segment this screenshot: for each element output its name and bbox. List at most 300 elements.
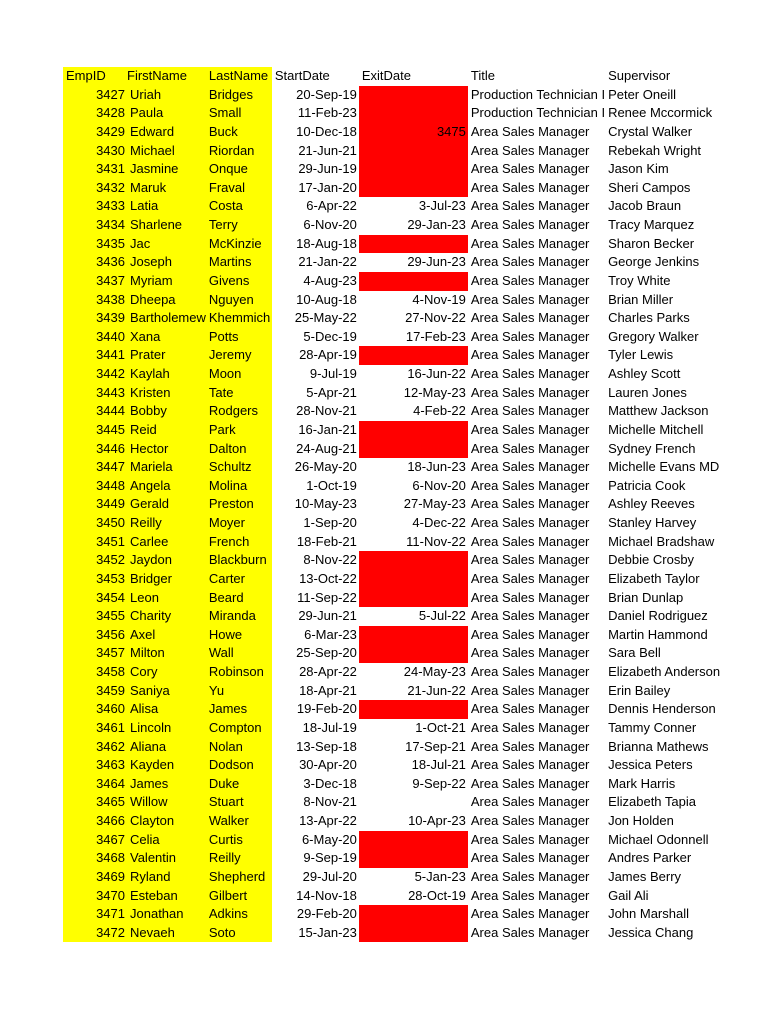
- header-firstname[interactable]: FirstName: [127, 67, 206, 86]
- cell-startdate[interactable]: 18-Aug-18: [296, 235, 357, 251]
- cell-exitdate[interactable]: 12-May-23: [403, 384, 466, 400]
- cell-lastname[interactable]: Beard: [206, 589, 272, 608]
- cell-startdate[interactable]: 26-May-20: [294, 459, 357, 475]
- cell-startdate[interactable]: 18-Feb-21: [296, 533, 357, 549]
- cell-title[interactable]: Area Sales Manager: [470, 123, 590, 139]
- cell-empid[interactable]: 3450: [63, 514, 127, 533]
- cell-empid[interactable]: 3463: [63, 756, 127, 775]
- cell-title[interactable]: Production Technician I: [470, 105, 606, 121]
- cell-firstname[interactable]: Paula: [127, 104, 206, 123]
- header-title[interactable]: Title: [470, 68, 495, 83]
- cell-firstname[interactable]: James: [127, 775, 206, 794]
- cell-title[interactable]: Area Sales Manager: [470, 533, 590, 549]
- cell-lastname[interactable]: Small: [206, 104, 272, 123]
- cell-startdate[interactable]: 13-Sep-18: [296, 738, 357, 754]
- cell-empid[interactable]: 3442: [63, 365, 127, 384]
- cell-lastname[interactable]: Schultz: [206, 458, 272, 477]
- header-supervisor[interactable]: Supervisor: [608, 68, 671, 83]
- cell-exitdate[interactable]: [359, 272, 468, 291]
- cell-lastname[interactable]: Stuart: [206, 793, 272, 812]
- cell-exitdate[interactable]: 18-Jun-23: [407, 459, 466, 475]
- cell-firstname[interactable]: Xana: [127, 328, 206, 347]
- cell-startdate[interactable]: 8-Nov-21: [303, 794, 357, 810]
- cell-lastname[interactable]: Givens: [206, 272, 272, 291]
- cell-firstname[interactable]: Esteban: [127, 887, 206, 906]
- cell-firstname[interactable]: Leon: [127, 589, 206, 608]
- cell-empid[interactable]: 3452: [63, 551, 127, 570]
- cell-firstname[interactable]: Sharlene: [127, 216, 206, 235]
- cell-title[interactable]: Area Sales Manager: [470, 328, 590, 344]
- cell-firstname[interactable]: Jasmine: [127, 160, 206, 179]
- cell-exitdate[interactable]: [359, 849, 468, 868]
- cell-lastname[interactable]: Rodgers: [206, 402, 272, 421]
- cell-title[interactable]: Area Sales Manager: [470, 794, 590, 810]
- cell-supervisor[interactable]: Daniel Rodriguez: [608, 608, 708, 624]
- cell-supervisor[interactable]: Ashley Reeves: [608, 496, 695, 512]
- cell-empid[interactable]: 3461: [63, 719, 127, 738]
- cell-empid[interactable]: 3433: [63, 197, 127, 216]
- cell-exitdate[interactable]: [359, 626, 468, 645]
- cell-firstname[interactable]: Cory: [127, 663, 206, 682]
- cell-empid[interactable]: 3451: [63, 533, 127, 552]
- cell-supervisor[interactable]: Erin Bailey: [608, 682, 671, 698]
- cell-title[interactable]: Area Sales Manager: [470, 272, 590, 288]
- cell-empid[interactable]: 3443: [63, 384, 127, 403]
- cell-supervisor[interactable]: Mark Harris: [608, 775, 676, 791]
- cell-title[interactable]: Area Sales Manager: [470, 757, 590, 773]
- cell-lastname[interactable]: Onque: [206, 160, 272, 179]
- cell-firstname[interactable]: Axel: [127, 626, 206, 645]
- cell-exitdate[interactable]: 29-Jun-23: [407, 254, 466, 270]
- cell-title[interactable]: Area Sales Manager: [470, 701, 590, 717]
- cell-exitdate[interactable]: 27-May-23: [403, 496, 466, 512]
- cell-title[interactable]: Area Sales Manager: [470, 477, 590, 493]
- cell-empid[interactable]: 3448: [63, 477, 127, 496]
- cell-startdate[interactable]: 14-Nov-18: [296, 887, 357, 903]
- cell-firstname[interactable]: Lincoln: [127, 719, 206, 738]
- cell-exitdate[interactable]: 27-Nov-22: [405, 310, 466, 326]
- cell-empid[interactable]: 3440: [63, 328, 127, 347]
- cell-empid[interactable]: 3467: [63, 831, 127, 850]
- cell-exitdate[interactable]: 17-Sep-21: [405, 738, 466, 754]
- cell-exitdate[interactable]: 3-Jul-23: [418, 198, 466, 214]
- cell-supervisor[interactable]: Elizabeth Taylor: [608, 570, 700, 586]
- cell-exitdate[interactable]: [359, 235, 468, 254]
- cell-startdate[interactable]: 20-Sep-19: [296, 86, 357, 102]
- cell-lastname[interactable]: Khemmich: [206, 309, 272, 328]
- cell-title[interactable]: Area Sales Manager: [470, 440, 590, 456]
- cell-supervisor[interactable]: Troy White: [608, 272, 671, 288]
- cell-empid[interactable]: 3468: [63, 849, 127, 868]
- cell-title[interactable]: Area Sales Manager: [470, 589, 590, 605]
- cell-lastname[interactable]: French: [206, 533, 272, 552]
- cell-exitdate[interactable]: 4-Feb-22: [413, 403, 466, 419]
- cell-startdate[interactable]: 5-Apr-21: [306, 384, 357, 400]
- cell-empid[interactable]: 3472: [63, 924, 127, 943]
- cell-startdate[interactable]: 9-Jul-19: [309, 366, 357, 381]
- cell-exitdate[interactable]: [359, 421, 468, 440]
- cell-empid[interactable]: 3445: [63, 421, 127, 440]
- cell-lastname[interactable]: Yu: [206, 682, 272, 701]
- cell-lastname[interactable]: Duke: [206, 775, 272, 794]
- cell-lastname[interactable]: James: [206, 700, 272, 719]
- cell-title[interactable]: Area Sales Manager: [470, 831, 590, 847]
- cell-title[interactable]: Area Sales Manager: [470, 142, 590, 158]
- cell-firstname[interactable]: Carlee: [127, 533, 206, 552]
- cell-empid[interactable]: 3456: [63, 626, 127, 645]
- cell-supervisor[interactable]: James Berry: [608, 868, 682, 884]
- cell-lastname[interactable]: Compton: [206, 719, 272, 738]
- header-empid[interactable]: EmpID: [63, 67, 127, 86]
- cell-firstname[interactable]: Saniya: [127, 682, 206, 701]
- cell-exitdate[interactable]: 21-Jun-22: [407, 682, 466, 698]
- cell-supervisor[interactable]: Jon Holden: [608, 813, 674, 828]
- cell-firstname[interactable]: Kaylah: [127, 365, 206, 384]
- cell-supervisor[interactable]: Brian Miller: [608, 291, 674, 307]
- cell-title[interactable]: Area Sales Manager: [470, 254, 590, 270]
- cell-supervisor[interactable]: Sydney French: [608, 440, 696, 456]
- cell-firstname[interactable]: Ryland: [127, 868, 206, 887]
- cell-lastname[interactable]: Carter: [206, 570, 272, 589]
- cell-firstname[interactable]: Jonathan: [127, 905, 206, 924]
- cell-startdate[interactable]: 16-Jan-21: [298, 421, 357, 437]
- cell-supervisor[interactable]: Jessica Chang: [608, 924, 694, 940]
- cell-startdate[interactable]: 6-May-20: [301, 831, 357, 847]
- cell-empid[interactable]: 3437: [63, 272, 127, 291]
- cell-supervisor[interactable]: Jason Kim: [608, 161, 669, 177]
- cell-startdate[interactable]: 6-Apr-22: [306, 198, 357, 214]
- cell-empid[interactable]: 3447: [63, 458, 127, 477]
- cell-supervisor[interactable]: Sheri Campos: [608, 179, 691, 195]
- cell-empid[interactable]: 3455: [63, 607, 127, 626]
- cell-lastname[interactable]: Dalton: [206, 440, 272, 459]
- cell-supervisor[interactable]: Jacob Braun: [608, 198, 682, 214]
- cell-firstname[interactable]: Reilly: [127, 514, 206, 533]
- cell-empid[interactable]: 3471: [63, 905, 127, 924]
- cell-exitdate[interactable]: 5-Jul-22: [418, 608, 466, 624]
- cell-supervisor[interactable]: Debbie Crosby: [608, 552, 695, 568]
- cell-exitdate[interactable]: [359, 104, 468, 123]
- cell-exitdate[interactable]: 10-Apr-23: [408, 813, 466, 828]
- cell-lastname[interactable]: Reilly: [206, 849, 272, 868]
- cell-startdate[interactable]: 3-Dec-18: [303, 775, 357, 791]
- cell-supervisor[interactable]: Elizabeth Anderson: [608, 664, 721, 679]
- cell-lastname[interactable]: Wall: [206, 644, 272, 663]
- cell-firstname[interactable]: Aliana: [127, 738, 206, 757]
- cell-startdate[interactable]: 21-Jun-21: [298, 142, 357, 158]
- cell-title[interactable]: Area Sales Manager: [470, 719, 590, 735]
- cell-title[interactable]: Area Sales Manager: [470, 217, 590, 232]
- cell-supervisor[interactable]: John Marshall: [608, 906, 689, 922]
- cell-supervisor[interactable]: Tyler Lewis: [608, 347, 674, 363]
- cell-empid[interactable]: 3435: [63, 235, 127, 254]
- cell-supervisor[interactable]: Michelle Evans MD: [608, 459, 720, 475]
- cell-title[interactable]: Area Sales Manager: [470, 179, 590, 195]
- cell-title[interactable]: Area Sales Manager: [470, 868, 590, 884]
- cell-firstname[interactable]: Jaydon: [127, 551, 206, 570]
- cell-exitdate[interactable]: [359, 142, 468, 161]
- cell-exitdate[interactable]: 29-Jan-23: [407, 217, 466, 232]
- cell-title[interactable]: Production Technician I: [470, 86, 606, 102]
- cell-firstname[interactable]: Bobby: [127, 402, 206, 421]
- cell-startdate[interactable]: 5-Dec-19: [303, 328, 357, 344]
- cell-title[interactable]: Area Sales Manager: [470, 384, 590, 400]
- cell-exitdate[interactable]: [359, 346, 468, 365]
- cell-lastname[interactable]: Preston: [206, 495, 272, 514]
- cell-exitdate[interactable]: 4-Dec-22: [412, 515, 466, 530]
- cell-firstname[interactable]: Myriam: [127, 272, 206, 291]
- cell-firstname[interactable]: Prater: [127, 346, 206, 365]
- cell-lastname[interactable]: Blackburn: [206, 551, 272, 570]
- cell-title[interactable]: Area Sales Manager: [470, 850, 590, 866]
- cell-lastname[interactable]: Martins: [206, 253, 272, 272]
- cell-exitdate[interactable]: [359, 793, 468, 812]
- cell-title[interactable]: Area Sales Manager: [470, 775, 590, 791]
- cell-startdate[interactable]: 13-Oct-22: [299, 570, 357, 586]
- cell-startdate[interactable]: 18-Jul-19: [302, 719, 357, 735]
- cell-startdate[interactable]: 13-Apr-22: [299, 813, 357, 828]
- cell-lastname[interactable]: Walker: [206, 812, 272, 831]
- cell-empid[interactable]: 3439: [63, 309, 127, 328]
- cell-title[interactable]: Area Sales Manager: [470, 924, 590, 940]
- cell-lastname[interactable]: Miranda: [206, 607, 272, 626]
- cell-startdate[interactable]: 24-Aug-21: [296, 440, 357, 456]
- cell-supervisor[interactable]: Michael Bradshaw: [608, 533, 715, 549]
- header-startdate[interactable]: StartDate: [274, 68, 330, 83]
- cell-exitdate[interactable]: [359, 644, 468, 663]
- cell-firstname[interactable]: Kristen: [127, 384, 206, 403]
- cell-startdate[interactable]: 17-Jan-20: [298, 179, 357, 195]
- cell-supervisor[interactable]: Elizabeth Tapia: [608, 794, 696, 810]
- cell-empid[interactable]: 3449: [63, 495, 127, 514]
- cell-firstname[interactable]: Reid: [127, 421, 206, 440]
- cell-startdate[interactable]: 1-Oct-19: [306, 477, 357, 493]
- cell-supervisor[interactable]: Rebekah Wright: [608, 142, 702, 158]
- cell-lastname[interactable]: Tate: [206, 384, 272, 403]
- cell-supervisor[interactable]: Brianna Mathews: [608, 738, 709, 754]
- cell-title[interactable]: Area Sales Manager: [470, 515, 590, 530]
- cell-empid[interactable]: 3469: [63, 868, 127, 887]
- cell-empid[interactable]: 3434: [63, 216, 127, 235]
- cell-exitdate[interactable]: [359, 179, 468, 198]
- cell-firstname[interactable]: Edward: [127, 123, 206, 142]
- cell-title[interactable]: Area Sales Manager: [470, 291, 590, 307]
- cell-lastname[interactable]: Terry: [206, 216, 272, 235]
- cell-title[interactable]: Area Sales Manager: [470, 664, 590, 679]
- cell-startdate[interactable]: 15-Jan-23: [298, 924, 357, 940]
- cell-empid[interactable]: 3457: [63, 644, 127, 663]
- cell-empid[interactable]: 3458: [63, 663, 127, 682]
- cell-empid[interactable]: 3429: [63, 123, 127, 142]
- cell-title[interactable]: Area Sales Manager: [470, 682, 590, 698]
- header-lastname[interactable]: LastName: [206, 67, 272, 86]
- cell-startdate[interactable]: 10-May-23: [294, 496, 357, 512]
- cell-startdate[interactable]: 11-Feb-23: [297, 105, 357, 121]
- cell-lastname[interactable]: Gilbert: [206, 887, 272, 906]
- cell-empid[interactable]: 3460: [63, 700, 127, 719]
- cell-exitdate[interactable]: [359, 905, 468, 924]
- cell-title[interactable]: Area Sales Manager: [470, 459, 590, 475]
- cell-startdate[interactable]: 30-Apr-20: [299, 757, 357, 773]
- cell-exitdate[interactable]: [359, 570, 468, 589]
- cell-startdate[interactable]: 10-Dec-18: [296, 123, 357, 139]
- cell-supervisor[interactable]: Stanley Harvey: [608, 515, 697, 530]
- cell-startdate[interactable]: 29-Feb-20: [296, 906, 357, 922]
- cell-empid[interactable]: 3459: [63, 682, 127, 701]
- cell-supervisor[interactable]: Peter Oneill: [608, 86, 676, 102]
- cell-startdate[interactable]: 8-Nov-22: [303, 552, 357, 568]
- cell-title[interactable]: Area Sales Manager: [470, 235, 590, 251]
- cell-supervisor[interactable]: Gail Ali: [608, 887, 649, 903]
- cell-supervisor[interactable]: Sharon Becker: [608, 235, 695, 251]
- cell-firstname[interactable]: Jac: [127, 235, 206, 254]
- cell-title[interactable]: Area Sales Manager: [470, 608, 590, 624]
- cell-firstname[interactable]: Latia: [127, 197, 206, 216]
- cell-lastname[interactable]: Soto: [206, 924, 272, 943]
- cell-exitdate[interactable]: 9-Sep-22: [412, 775, 466, 791]
- cell-startdate[interactable]: 29-Jun-21: [298, 608, 357, 624]
- cell-title[interactable]: Area Sales Manager: [470, 906, 590, 922]
- cell-firstname[interactable]: Michael: [127, 142, 206, 161]
- cell-lastname[interactable]: Curtis: [206, 831, 272, 850]
- cell-startdate[interactable]: 29-Jun-19: [298, 161, 357, 177]
- cell-lastname[interactable]: Howe: [206, 626, 272, 645]
- cell-firstname[interactable]: Kayden: [127, 756, 206, 775]
- cell-lastname[interactable]: Moyer: [206, 514, 272, 533]
- cell-exitdate[interactable]: [359, 924, 468, 943]
- cell-empid[interactable]: 3427: [63, 86, 127, 105]
- cell-exitdate[interactable]: 17-Feb-23: [405, 328, 466, 344]
- header-exitdate[interactable]: ExitDate: [361, 68, 412, 83]
- cell-startdate[interactable]: 25-May-22: [294, 310, 357, 326]
- cell-exitdate[interactable]: 1-Oct-21: [415, 719, 466, 735]
- cell-lastname[interactable]: Molina: [206, 477, 272, 496]
- cell-title[interactable]: Area Sales Manager: [470, 310, 590, 326]
- cell-empid[interactable]: 3430: [63, 142, 127, 161]
- cell-title[interactable]: Area Sales Manager: [470, 552, 590, 568]
- cell-startdate[interactable]: 10-Aug-18: [296, 291, 357, 307]
- cell-startdate[interactable]: 28-Apr-22: [299, 664, 357, 679]
- cell-lastname[interactable]: Nguyen: [206, 291, 272, 310]
- cell-startdate[interactable]: 6-Nov-20: [303, 217, 357, 232]
- cell-supervisor[interactable]: Brian Dunlap: [608, 589, 684, 605]
- cell-lastname[interactable]: Bridges: [206, 86, 272, 105]
- cell-title[interactable]: Area Sales Manager: [470, 626, 590, 642]
- cell-supervisor[interactable]: Martin Hammond: [608, 626, 708, 642]
- cell-empid[interactable]: 3454: [63, 589, 127, 608]
- cell-title[interactable]: Area Sales Manager: [470, 738, 590, 754]
- cell-firstname[interactable]: Joseph: [127, 253, 206, 272]
- cell-supervisor[interactable]: George Jenkins: [608, 254, 700, 270]
- cell-supervisor[interactable]: Gregory Walker: [608, 328, 699, 344]
- cell-firstname[interactable]: Nevaeh: [127, 924, 206, 943]
- cell-exitdate[interactable]: [359, 86, 468, 105]
- cell-empid[interactable]: 3432: [63, 179, 127, 198]
- cell-lastname[interactable]: Costa: [206, 197, 272, 216]
- cell-firstname[interactable]: Bartholemew: [127, 309, 206, 328]
- cell-lastname[interactable]: Moon: [206, 365, 272, 384]
- cell-title[interactable]: Area Sales Manager: [470, 645, 590, 661]
- cell-title[interactable]: Area Sales Manager: [470, 347, 590, 363]
- cell-exitdate[interactable]: [359, 831, 468, 850]
- cell-title[interactable]: Area Sales Manager: [470, 813, 590, 828]
- cell-title[interactable]: Area Sales Manager: [470, 403, 590, 419]
- cell-empid[interactable]: 3465: [63, 793, 127, 812]
- cell-firstname[interactable]: Gerald: [127, 495, 206, 514]
- cell-firstname[interactable]: Celia: [127, 831, 206, 850]
- cell-firstname[interactable]: Charity: [127, 607, 206, 626]
- cell-supervisor[interactable]: Tammy Conner: [608, 719, 697, 735]
- cell-lastname[interactable]: McKinzie: [206, 235, 272, 254]
- cell-supervisor[interactable]: Ashley Scott: [608, 366, 681, 381]
- cell-startdate[interactable]: 28-Apr-19: [299, 347, 357, 363]
- cell-firstname[interactable]: Hector: [127, 440, 206, 459]
- cell-firstname[interactable]: Uriah: [127, 86, 206, 105]
- cell-supervisor[interactable]: Patricia Cook: [608, 477, 686, 493]
- cell-firstname[interactable]: Bridger: [127, 570, 206, 589]
- cell-empid[interactable]: 3462: [63, 738, 127, 757]
- cell-startdate[interactable]: 19-Feb-20: [296, 701, 357, 717]
- cell-empid[interactable]: 3436: [63, 253, 127, 272]
- cell-empid[interactable]: 3428: [63, 104, 127, 123]
- cell-lastname[interactable]: Buck: [206, 123, 272, 142]
- cell-firstname[interactable]: Angela: [127, 477, 206, 496]
- cell-empid[interactable]: 3470: [63, 887, 127, 906]
- cell-firstname[interactable]: Mariela: [127, 458, 206, 477]
- cell-startdate[interactable]: 9-Sep-19: [303, 850, 357, 866]
- cell-supervisor[interactable]: Dennis Henderson: [608, 701, 716, 717]
- cell-startdate[interactable]: 11-Sep-22: [297, 589, 357, 605]
- cell-firstname[interactable]: Valentin: [127, 849, 206, 868]
- cell-lastname[interactable]: Robinson: [206, 663, 272, 682]
- cell-startdate[interactable]: 6-Mar-23: [304, 626, 357, 642]
- cell-empid[interactable]: 3444: [63, 402, 127, 421]
- cell-exitdate[interactable]: 24-May-23: [403, 664, 466, 679]
- cell-exitdate[interactable]: 28-Oct-19: [408, 887, 466, 903]
- cell-lastname[interactable]: Park: [206, 421, 272, 440]
- cell-startdate[interactable]: 28-Nov-21: [296, 403, 357, 419]
- cell-title[interactable]: Area Sales Manager: [470, 421, 590, 437]
- cell-lastname[interactable]: Adkins: [206, 905, 272, 924]
- cell-title[interactable]: Area Sales Manager: [470, 161, 590, 177]
- cell-firstname[interactable]: Clayton: [127, 812, 206, 831]
- cell-exitdate[interactable]: [359, 440, 468, 459]
- cell-supervisor[interactable]: Lauren Jones: [608, 384, 687, 400]
- cell-supervisor[interactable]: Renee Mccormick: [608, 105, 713, 121]
- cell-exitdate[interactable]: 3475: [359, 123, 468, 142]
- cell-exitdate[interactable]: [359, 589, 468, 608]
- cell-startdate[interactable]: 18-Apr-21: [299, 682, 357, 698]
- cell-lastname[interactable]: Shepherd: [206, 868, 272, 887]
- cell-exitdate[interactable]: [359, 700, 468, 719]
- cell-supervisor[interactable]: Andres Parker: [608, 850, 692, 866]
- cell-firstname[interactable]: Alisa: [127, 700, 206, 719]
- cell-lastname[interactable]: Dodson: [206, 756, 272, 775]
- cell-firstname[interactable]: Milton: [127, 644, 206, 663]
- cell-startdate[interactable]: 29-Jul-20: [302, 868, 357, 884]
- cell-supervisor[interactable]: Tracy Marquez: [608, 217, 695, 232]
- cell-startdate[interactable]: 25-Sep-20: [296, 645, 357, 661]
- cell-empid[interactable]: 3446: [63, 440, 127, 459]
- cell-startdate[interactable]: 4-Aug-23: [303, 272, 357, 288]
- cell-exitdate[interactable]: 6-Nov-20: [412, 477, 466, 493]
- cell-supervisor[interactable]: Sara Bell: [608, 645, 661, 661]
- cell-empid[interactable]: 3453: [63, 570, 127, 589]
- cell-empid[interactable]: 3431: [63, 160, 127, 179]
- cell-exitdate[interactable]: 4-Nov-19: [412, 291, 466, 307]
- cell-exitdate[interactable]: [359, 160, 468, 179]
- cell-lastname[interactable]: Potts: [206, 328, 272, 347]
